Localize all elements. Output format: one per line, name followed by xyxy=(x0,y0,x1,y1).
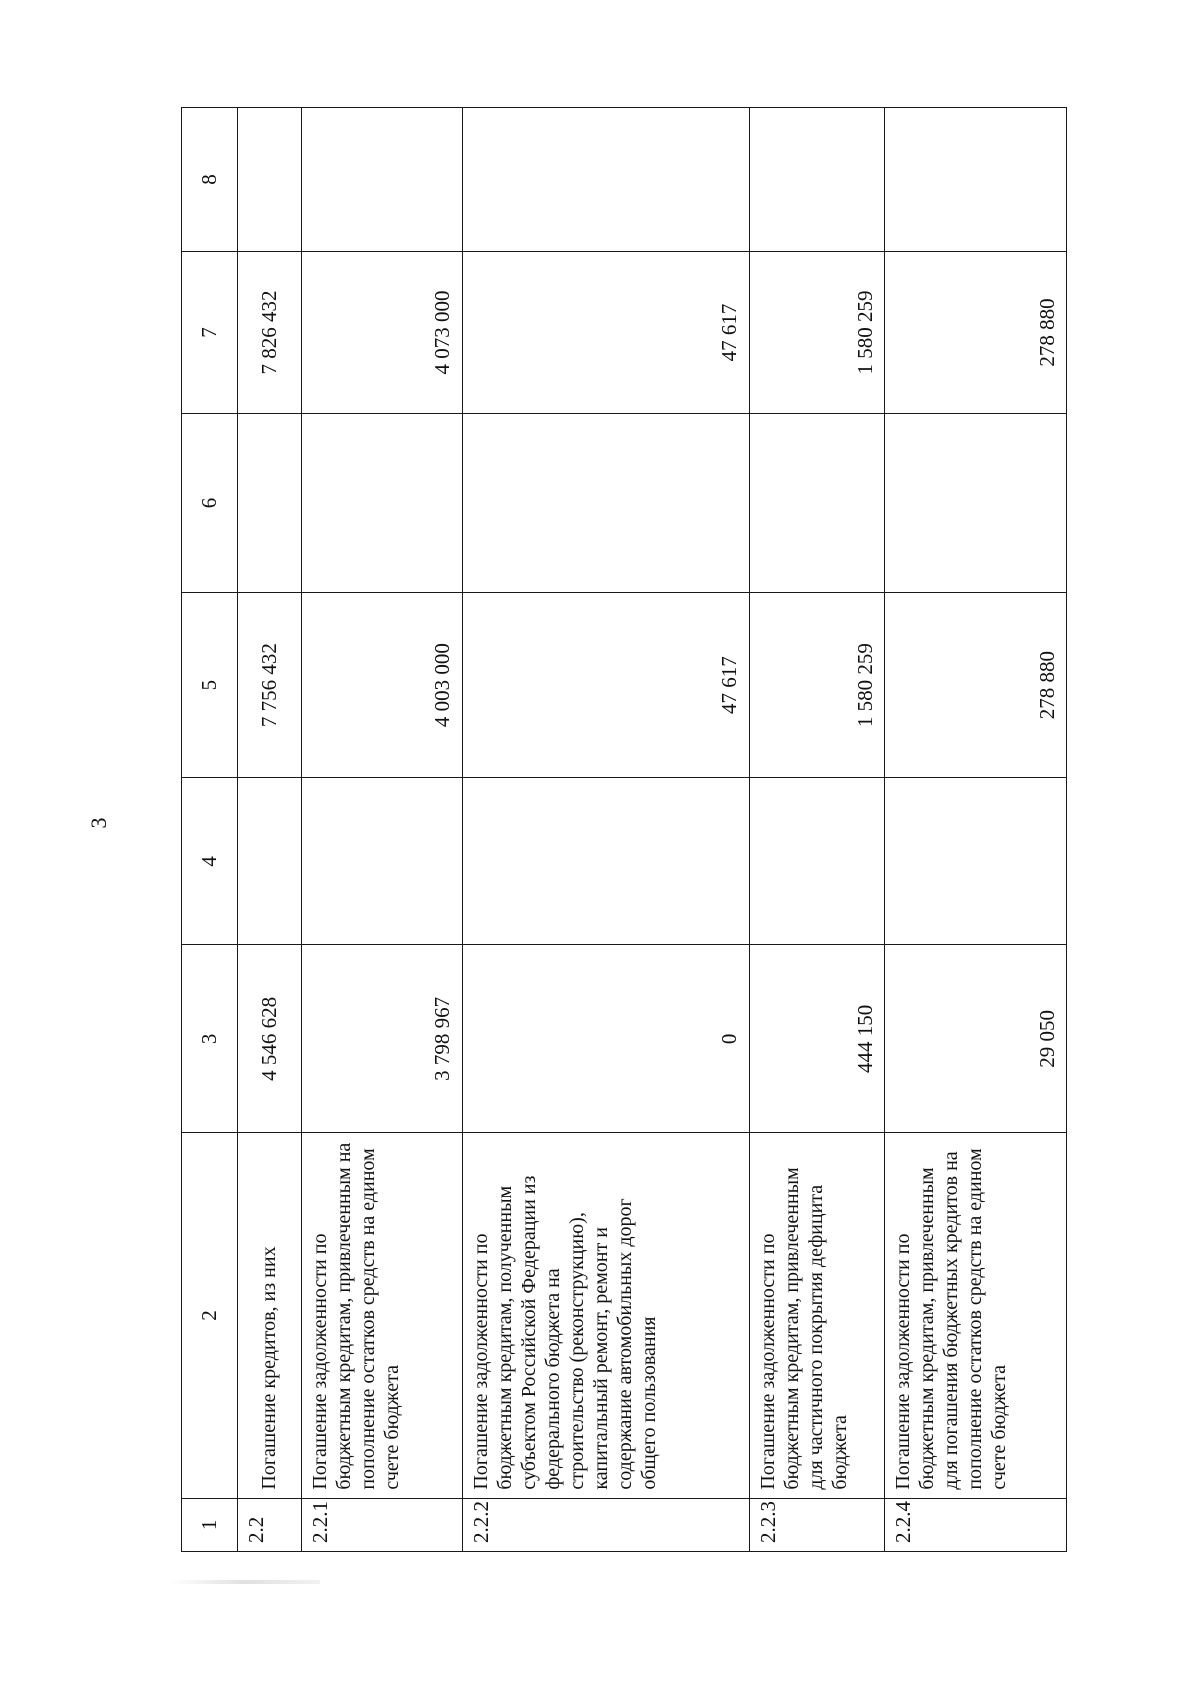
value-col-6 xyxy=(885,414,1067,593)
value-col-3: 0 xyxy=(462,945,749,1133)
row-description: Погашение задолженности по бюджетным кредитам, полученным субъектом Российской Федерации из федерального бюджета на строительство (реконструкцию), капитальный ремонт, ремонт и содержание автомобильных дорог общего пользования xyxy=(462,1133,749,1498)
header-cell: 8 xyxy=(182,108,238,252)
budget-table xyxy=(181,107,1067,1552)
value-col-8 xyxy=(301,108,462,252)
value-col-7: 4 073 000 xyxy=(301,251,462,413)
table-row xyxy=(749,108,885,1552)
table-row xyxy=(885,108,1067,1552)
value-col-5: 1 580 259 xyxy=(749,592,885,778)
value-col-8 xyxy=(885,108,1067,252)
value-col-4 xyxy=(237,778,301,945)
row-description: Погашение кредитов, из них xyxy=(237,1133,301,1498)
header-cell: 2 xyxy=(182,1133,238,1498)
row-description: Погашение задолженности по бюджетным кредитам, привлеченным для погашения бюджетных кредитов на пополнение остатков средств на едином счете бюджета xyxy=(885,1133,1067,1498)
row-number: 2.2.3 xyxy=(749,1498,885,1551)
header-cell: 6 xyxy=(182,414,238,593)
header-cell: 4 xyxy=(182,778,238,945)
table-row xyxy=(237,108,301,1552)
table-header-row xyxy=(182,108,238,1552)
value-col-3: 3 798 967 xyxy=(301,945,462,1133)
value-col-5: 4 003 000 xyxy=(301,592,462,778)
row-number: 2.2.4 xyxy=(885,1498,1067,1551)
page-number: 3 xyxy=(86,817,111,829)
value-col-7: 7 826 432 xyxy=(237,251,301,413)
value-col-3: 4 546 628 xyxy=(237,945,301,1133)
table-row xyxy=(301,108,462,1552)
header-cell: 7 xyxy=(182,251,238,413)
value-col-4 xyxy=(749,778,885,945)
value-col-5: 7 756 432 xyxy=(237,592,301,778)
row-number: 2.2.1 xyxy=(301,1498,462,1551)
row-description: Погашение задолженности по бюджетным кредитам, привлеченным на пополнение остатков средств на едином счете бюджета xyxy=(301,1133,462,1498)
value-col-7: 47 617 xyxy=(462,251,749,413)
value-col-6 xyxy=(462,414,749,593)
value-col-7: 1 580 259 xyxy=(749,251,885,413)
value-col-5: 47 617 xyxy=(462,592,749,778)
value-col-3: 444 150 xyxy=(749,945,885,1133)
header-cell: 1 xyxy=(182,1498,238,1551)
row-number: 2.2 xyxy=(237,1498,301,1551)
row-description: Погашение задолженности по бюджетным кредитам, привлеченным для частичного покрытия дефицита бюджета xyxy=(749,1133,885,1498)
value-col-4 xyxy=(885,778,1067,945)
header-cell: 3 xyxy=(182,945,238,1133)
value-col-6 xyxy=(749,414,885,593)
value-col-4 xyxy=(462,778,749,945)
scan-artifact xyxy=(170,1580,320,1584)
row-number: 2.2.2 xyxy=(462,1498,749,1551)
value-col-5: 278 880 xyxy=(885,592,1067,778)
value-col-6 xyxy=(237,414,301,593)
rotated-table-container xyxy=(181,107,1067,1552)
value-col-8 xyxy=(749,108,885,252)
value-col-6 xyxy=(301,414,462,593)
value-col-8 xyxy=(237,108,301,252)
value-col-3: 29 050 xyxy=(885,945,1067,1133)
value-col-4 xyxy=(301,778,462,945)
value-col-7: 278 880 xyxy=(885,251,1067,413)
table-row xyxy=(462,108,749,1552)
value-col-8 xyxy=(462,108,749,252)
header-cell: 5 xyxy=(182,592,238,778)
